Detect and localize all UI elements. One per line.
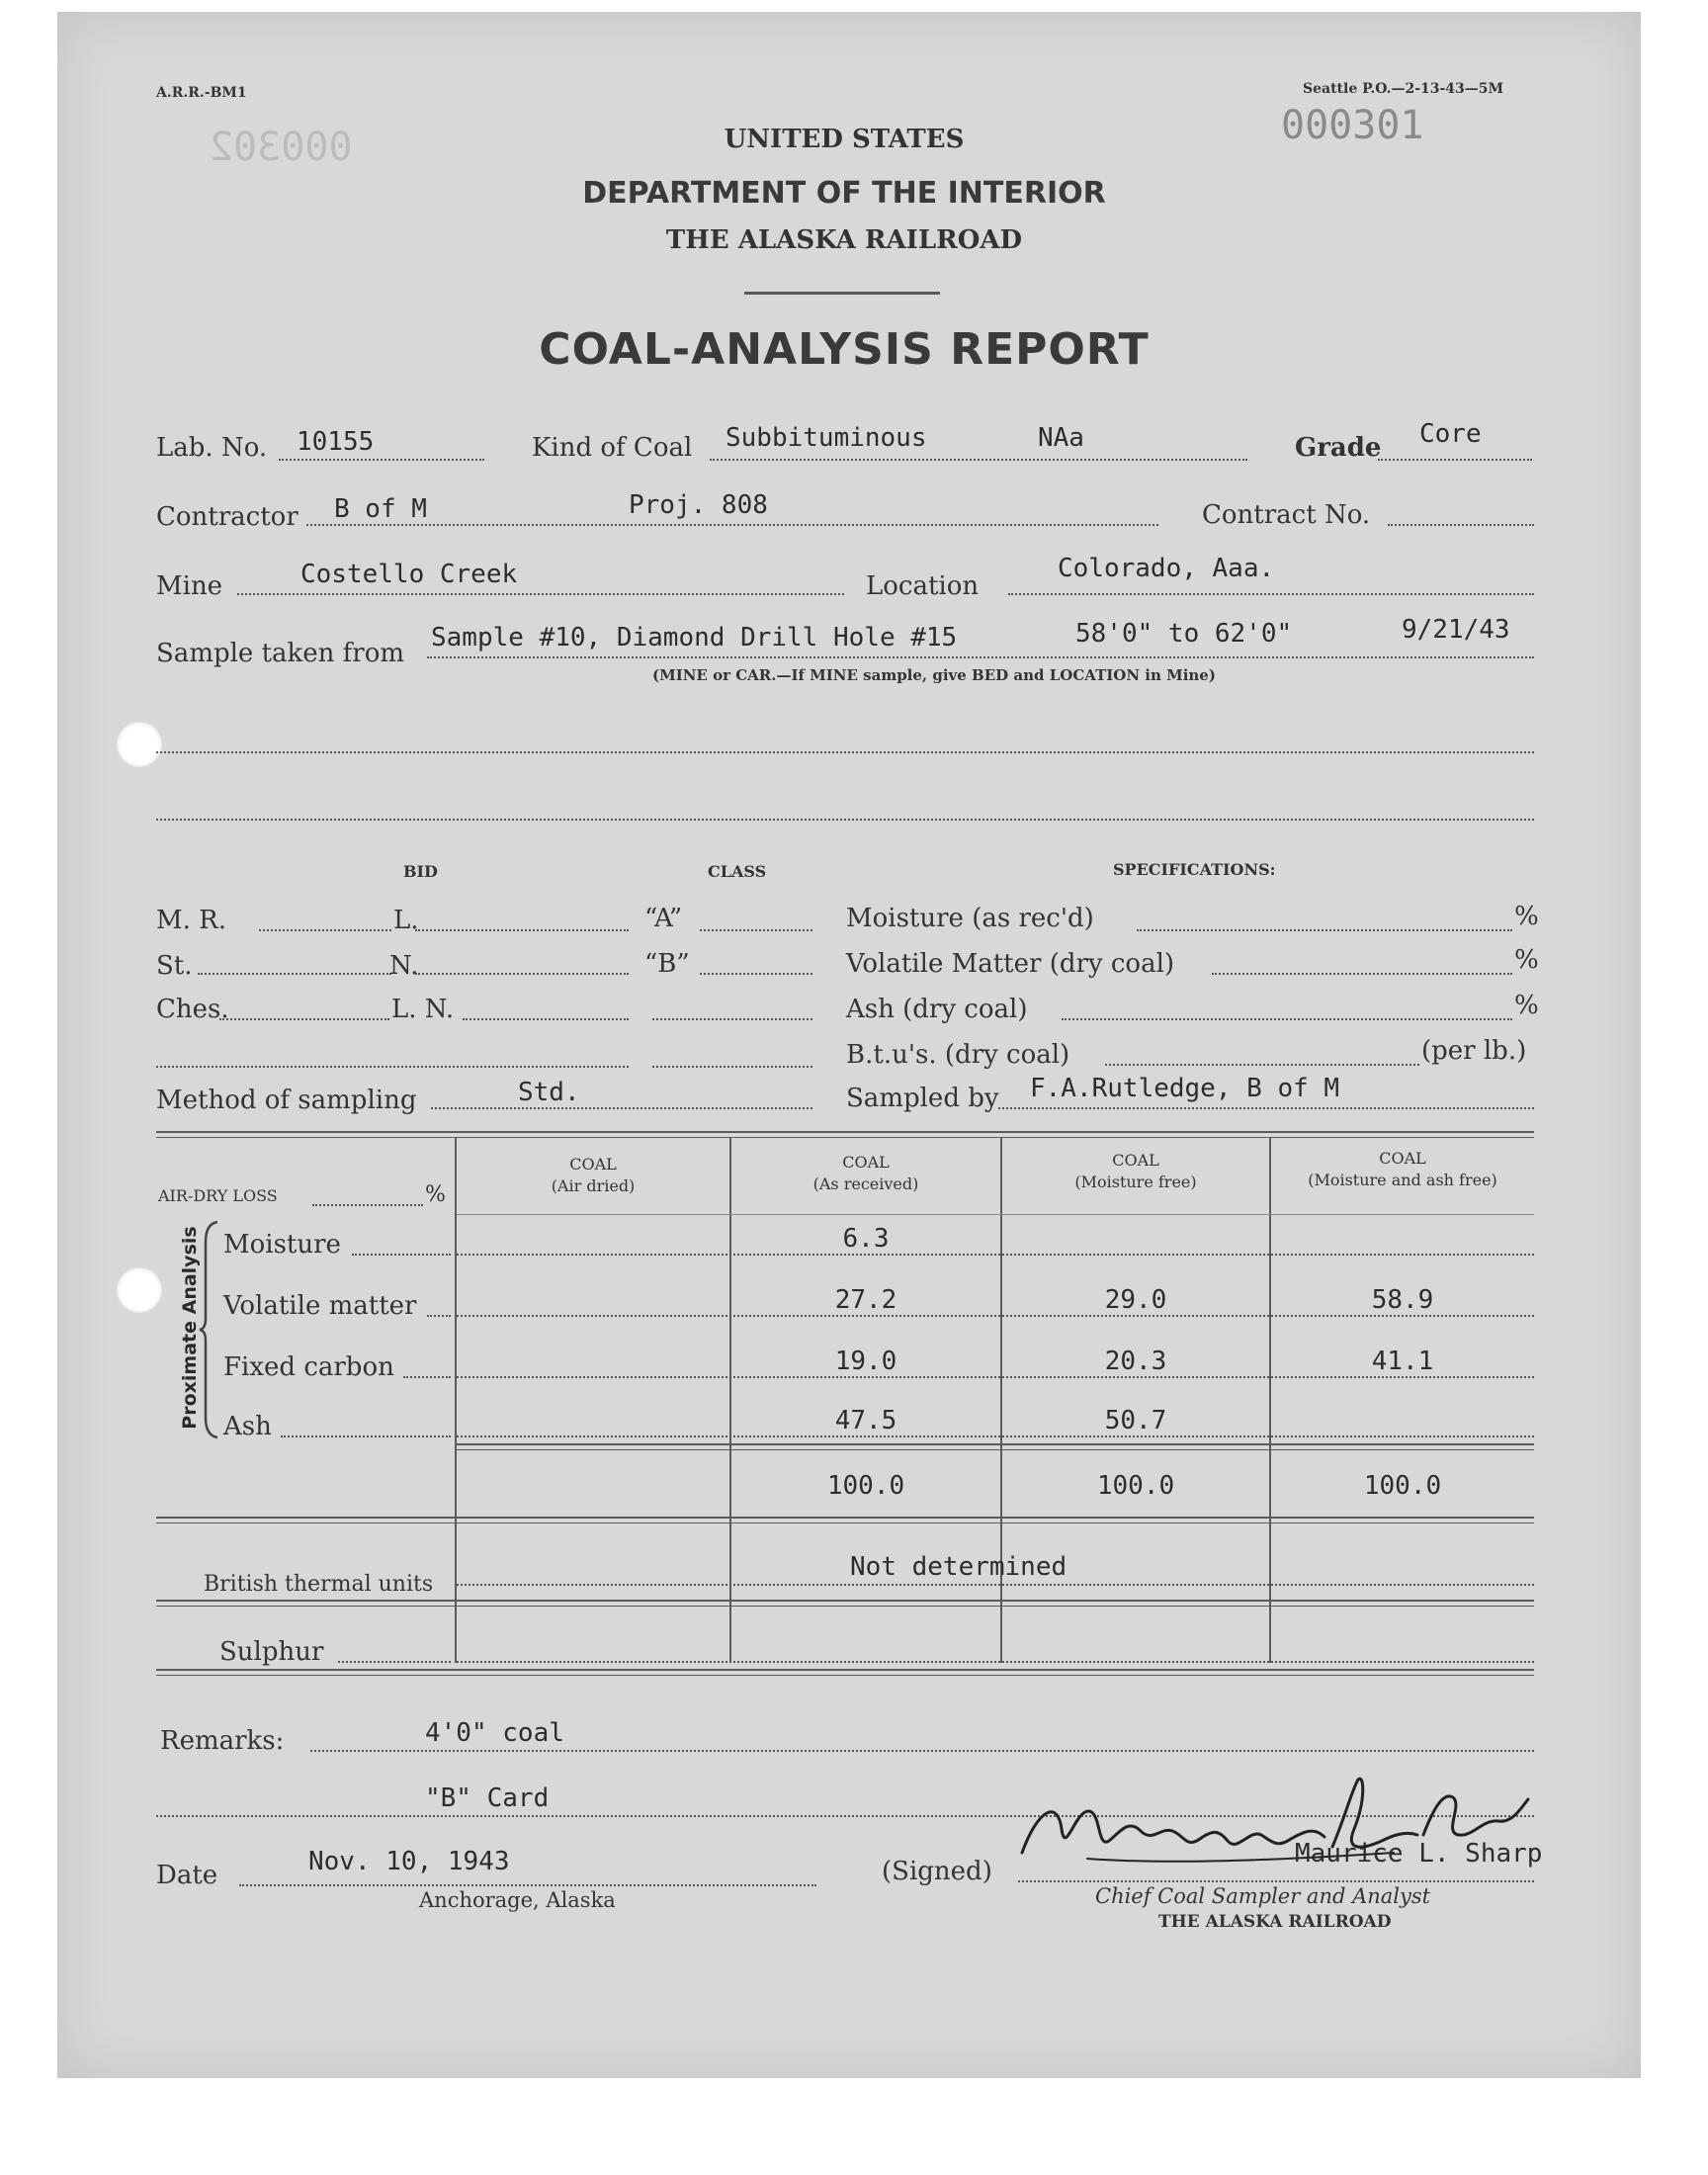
table-bottom-rule-1: [156, 1669, 1534, 1671]
mine-value: Costello Creek: [300, 560, 518, 589]
air-dry-loss-label: AIR-DRY LOSS: [158, 1186, 278, 1205]
bid-header: BID: [403, 862, 438, 881]
total-rule-2: [156, 1522, 1534, 1523]
row-fixed-carbon-received: 19.0: [834, 1347, 897, 1376]
sampled-by-value: F.A.Rutledge, B of M: [1030, 1074, 1340, 1103]
bracket-icon: [198, 1220, 221, 1439]
bid-row-4-line: [156, 1066, 629, 1068]
header-rule: [744, 292, 940, 295]
bid-row-1-line: [259, 929, 391, 931]
bid-row-2-line: [198, 973, 391, 975]
print-code: Seattle P.O.—2-13-43—5M: [1303, 81, 1504, 97]
date-line: [239, 1884, 816, 1886]
row-volatile-line: [427, 1315, 451, 1317]
btu-rule-1: [156, 1600, 1534, 1602]
kind-of-coal-value: Subbituminous: [726, 423, 927, 453]
class-d-line: [652, 1066, 812, 1068]
col-4-title: COAL: [1379, 1149, 1426, 1168]
spec-moisture-unit: %: [1514, 902, 1539, 931]
row-volatile-mfree: 29.0: [1104, 1285, 1167, 1315]
total-mafree: 100.0: [1363, 1471, 1442, 1501]
row-moisture-label: Moisture: [223, 1230, 341, 1260]
serial-stamp-left: 000302: [210, 125, 353, 170]
btu-cell-line: [457, 1584, 1534, 1586]
spec-moisture-line: [1137, 929, 1512, 931]
remark-2: "B" Card: [425, 1784, 550, 1813]
spec-volatile-unit: %: [1514, 945, 1539, 975]
date-place: Anchorage, Alaska: [419, 1888, 616, 1912]
header-line-2: DEPARTMENT OF THE INTERIOR: [582, 176, 1106, 211]
signer-org: THE ALASKA RAILROAD: [1158, 1912, 1392, 1932]
col-2-sub: (As received): [812, 1174, 919, 1193]
grade-line: [1378, 459, 1532, 461]
row-moisture-cell-line: [457, 1254, 1534, 1256]
sulphur-line: [338, 1661, 451, 1663]
punch-hole-bottom: [117, 1267, 162, 1313]
method-label: Method of sampling: [156, 1086, 417, 1115]
row-ash-mfree: 50.7: [1104, 1406, 1167, 1436]
scan-margin: [0, 2086, 1708, 2175]
class-header: CLASS: [708, 862, 767, 881]
signer-name: Maurice L. Sharp: [1295, 1839, 1543, 1869]
class-b-line: [700, 973, 812, 975]
location-line: [1008, 593, 1534, 595]
spec-btu-unit: (per lb.): [1421, 1036, 1527, 1066]
bid-row-3-mid: L. N.: [391, 995, 455, 1024]
air-dry-loss-unit: %: [425, 1182, 446, 1207]
date-value: Nov. 10, 1943: [308, 1847, 510, 1876]
location-label: Location: [866, 571, 980, 601]
contractor-label: Contractor: [156, 502, 299, 532]
bid-row-1-left: M. R.: [156, 906, 226, 935]
row-moisture-line: [352, 1254, 451, 1256]
bid-row-3-line: [219, 1018, 389, 1020]
class-a-line: [700, 929, 812, 931]
table-bottom-rule-2: [156, 1675, 1534, 1676]
row-fixed-carbon-mafree: 41.1: [1371, 1347, 1434, 1376]
contractor-value: B of M: [334, 494, 427, 524]
sample-label: Sample taken from: [156, 639, 405, 668]
mine-line: [237, 593, 844, 595]
sample-value: Sample #10, Diamond Drill Hole #15: [431, 623, 958, 652]
air-dry-loss-line: [312, 1204, 423, 1206]
sample-note: (MINE or CAR.—If MINE sample, give BED and LOCATION in Mine): [652, 666, 1216, 684]
method-line: [431, 1107, 812, 1109]
header-line-1: UNITED STATES: [724, 125, 965, 154]
btu-label: British thermal units: [204, 1572, 434, 1597]
col-2-title: COAL: [842, 1153, 890, 1172]
form-code: A.R.R.-BM1: [156, 85, 247, 101]
sample-depth: 58'0" to 62'0": [1075, 619, 1293, 649]
col-3-title: COAL: [1112, 1151, 1159, 1170]
remarks-line-1: [310, 1750, 1534, 1752]
sampled-by-label: Sampled by: [846, 1084, 999, 1113]
punch-hole-top: [117, 722, 162, 767]
remarks-label: Remarks:: [160, 1726, 285, 1756]
row-volatile-label: Volatile matter: [223, 1291, 417, 1321]
col-1-title: COAL: [569, 1155, 617, 1174]
row-ash-received: 47.5: [834, 1406, 897, 1436]
sulphur-label: Sulphur: [219, 1637, 324, 1667]
bid-row-1-mid: L.: [393, 906, 419, 935]
spec-btu-line: [1105, 1064, 1419, 1066]
grade-label: Grade: [1295, 433, 1382, 463]
sampled-by-line: [998, 1107, 1534, 1109]
col-1-sub: (Air dried): [551, 1176, 636, 1195]
sample-line: [427, 656, 1534, 658]
kind-of-coal-extra: NAa: [1038, 423, 1084, 453]
spec-btu-label: B.t.u's. (dry coal): [846, 1040, 1070, 1070]
row-fixed-carbon-mfree: 20.3: [1104, 1347, 1167, 1376]
spec-ash-unit: %: [1514, 991, 1539, 1020]
subtotal-rule-2: [457, 1449, 1534, 1450]
spec-volatile-label: Volatile Matter (dry coal): [846, 949, 1175, 979]
class-c-line: [652, 1018, 812, 1020]
spec-ash-label: Ash (dry coal): [846, 995, 1028, 1024]
specifications-header: SPECIFICATIONS:: [1113, 860, 1276, 879]
row-moisture-received: 6.3: [842, 1224, 890, 1254]
contract-no-label: Contract No.: [1202, 500, 1371, 530]
remark-1: 4'0" coal: [425, 1718, 564, 1748]
contractor-line: [306, 524, 1158, 526]
bid-row-1-line-b: [415, 929, 629, 931]
row-fixed-carbon-label: Fixed carbon: [223, 1352, 394, 1382]
kind-of-coal-line: [710, 459, 1247, 461]
col-4-sub: (Moisture and ash free): [1308, 1171, 1497, 1189]
contract-no-line: [1388, 524, 1534, 526]
lab-no-label: Lab. No.: [156, 433, 268, 463]
table-top-rule: [156, 1131, 1534, 1133]
signer-title: Chief Coal Sampler and Analyst: [1095, 1884, 1431, 1908]
method-value: Std.: [518, 1078, 580, 1107]
sulphur-cell-line: [457, 1661, 1534, 1663]
serial-stamp-right: 000301: [1281, 103, 1424, 148]
class-a: “A”: [644, 904, 683, 933]
lab-no-value: 10155: [297, 427, 375, 457]
lab-no-line: [279, 459, 484, 461]
col-3-sub: (Moisture free): [1074, 1173, 1197, 1191]
signed-label: (Signed): [882, 1857, 992, 1886]
mine-label: Mine: [156, 571, 223, 601]
row-ash-label: Ash: [223, 1412, 272, 1441]
proximate-analysis-label: Proximate Analysis: [179, 1226, 201, 1430]
spec-volatile-line: [1212, 973, 1512, 975]
row-volatile-received: 27.2: [834, 1285, 897, 1315]
blank-line-1: [156, 751, 1534, 753]
project-number: Proj. 808: [629, 490, 768, 520]
spec-moisture-label: Moisture (as rec'd): [846, 904, 1094, 933]
row-volatile-cell-line: [457, 1315, 1534, 1317]
header-line-3: THE ALASKA RAILROAD: [665, 225, 1023, 255]
table-top-rule-2: [156, 1137, 1534, 1138]
row-ash-cell-line: [457, 1436, 1534, 1437]
report-title: COAL-ANALYSIS REPORT: [539, 324, 1150, 375]
kind-of-coal-label: Kind of Coal: [532, 433, 693, 463]
row-fixed-carbon-cell-line: [457, 1376, 1534, 1378]
row-ash-line: [281, 1436, 451, 1437]
bid-row-2-left: St.: [156, 951, 193, 981]
signature-line: [1018, 1880, 1534, 1882]
header-row-rule: [457, 1214, 1534, 1215]
bid-row-2-mid: N.: [389, 951, 419, 981]
class-b: “B”: [644, 949, 690, 979]
sample-date: 9/21/43: [1402, 615, 1510, 645]
row-fixed-carbon-line: [403, 1376, 451, 1378]
bid-row-3-left: Ches.: [156, 995, 229, 1024]
blank-line-2: [156, 819, 1534, 821]
spec-ash-line: [1062, 1018, 1512, 1020]
location-value: Colorado, Aaa.: [1058, 554, 1275, 583]
grade-value: Core: [1419, 419, 1482, 449]
date-label: Date: [156, 1861, 218, 1890]
btu-rule-2: [156, 1606, 1534, 1607]
total-mfree: 100.0: [1096, 1471, 1175, 1501]
subtotal-rule-1: [457, 1443, 1534, 1445]
total-received: 100.0: [826, 1471, 905, 1501]
bid-row-3-line-b: [463, 1018, 629, 1020]
row-volatile-mafree: 58.9: [1371, 1285, 1434, 1315]
btu-value: Not determined: [850, 1552, 1068, 1582]
bid-row-2-line-b: [415, 973, 629, 975]
total-rule-1: [156, 1517, 1534, 1519]
